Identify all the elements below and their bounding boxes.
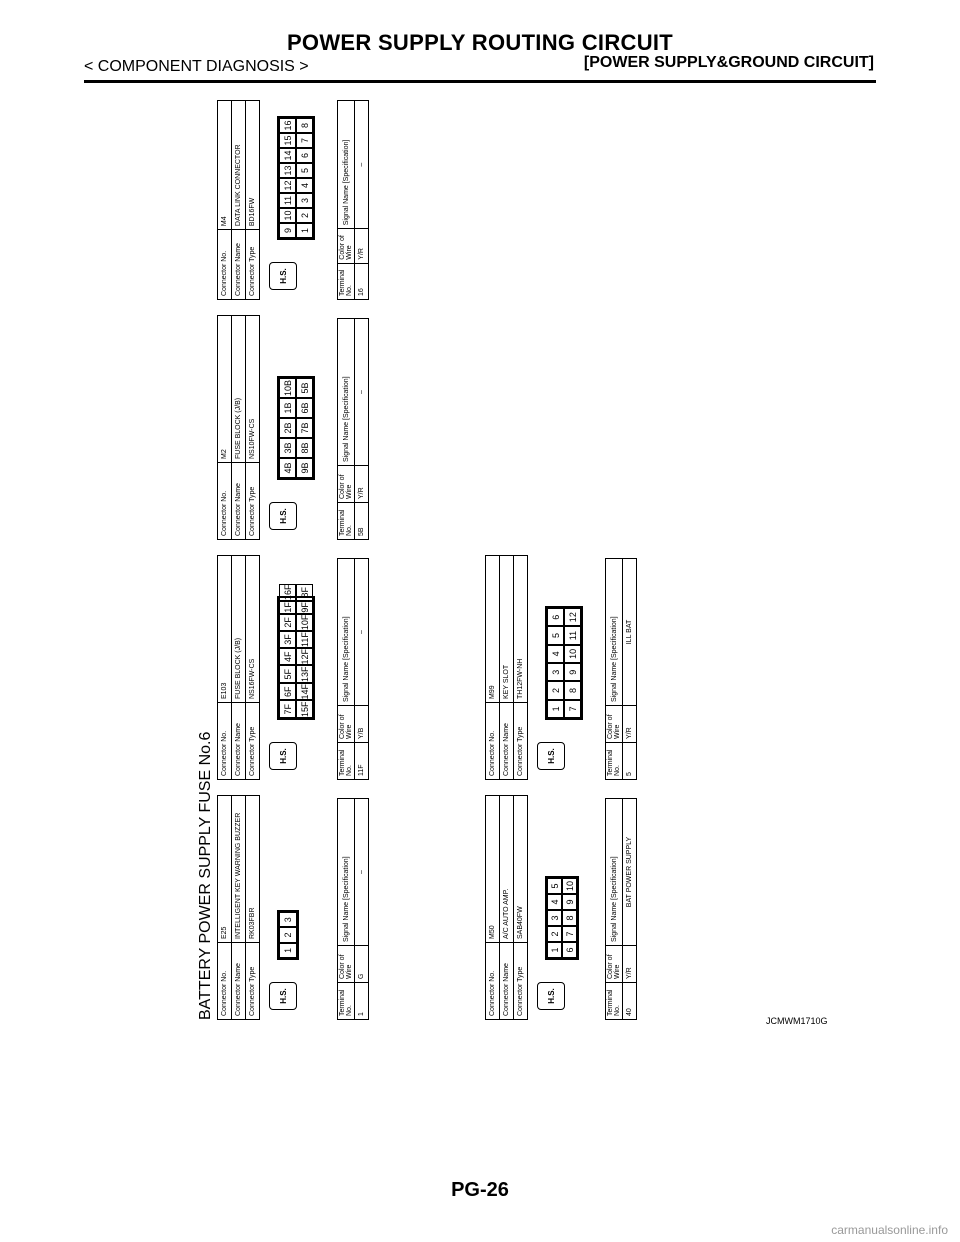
watermark: carmanualsonline.info bbox=[831, 1223, 948, 1237]
pin: 5F bbox=[279, 665, 296, 683]
signal-name: ILL BAT bbox=[623, 559, 637, 706]
pin: 1B bbox=[279, 398, 296, 418]
pin: 7 bbox=[564, 700, 581, 718]
label: Connector No. bbox=[218, 463, 232, 540]
pin: 12 bbox=[279, 178, 296, 193]
terminal-table bbox=[337, 798, 369, 1020]
connector-name: DATA LINK CONNECTOR bbox=[232, 101, 246, 230]
section-right: [POWER SUPPLY&GROUND CIRCUIT] bbox=[583, 54, 874, 71]
connector-name: FUSE BLOCK (J/B) bbox=[232, 316, 246, 463]
hs-icon: H.S. bbox=[269, 262, 297, 290]
header-rule bbox=[84, 80, 876, 83]
label: Connector Name bbox=[500, 943, 514, 1020]
pin: 12 bbox=[564, 608, 581, 626]
pin: 10 bbox=[564, 645, 581, 663]
hs-icon: H.S. bbox=[537, 742, 565, 770]
pin: 4F bbox=[279, 648, 296, 666]
label: Connector Type bbox=[246, 463, 260, 540]
connector-type: NS16FW-CS bbox=[246, 556, 260, 703]
col-color: Color of Wire bbox=[606, 706, 623, 743]
pin-diagram bbox=[277, 584, 315, 720]
connector-M50 bbox=[485, 795, 633, 1020]
terminal-no: 40 bbox=[623, 983, 637, 1020]
col-signal: Signal Name [Specification] bbox=[338, 559, 355, 706]
col-color: Color of Wire bbox=[338, 466, 355, 503]
page-number: PG-26 bbox=[451, 1179, 509, 1201]
col-terminal: Terminal No. bbox=[338, 503, 355, 540]
connector-M99 bbox=[485, 555, 633, 780]
connector-E25 bbox=[217, 795, 365, 1020]
pin: 7F bbox=[279, 700, 296, 718]
pin: 6 bbox=[547, 608, 564, 626]
connector-type: NS10FW-CS bbox=[246, 316, 260, 463]
col-signal: Signal Name [Specification] bbox=[338, 101, 355, 229]
pin: 1 bbox=[547, 700, 564, 718]
col-color: Color of Wire bbox=[338, 946, 355, 983]
terminal-table bbox=[337, 558, 369, 780]
terminal-table bbox=[605, 798, 637, 1020]
connector-no: M99 bbox=[486, 556, 500, 703]
pin: 6 bbox=[296, 148, 313, 163]
wire-color: Y/B bbox=[355, 706, 369, 743]
pin: 3 bbox=[547, 663, 564, 681]
wire-color: Y/R bbox=[355, 229, 369, 263]
pin-diagram bbox=[277, 376, 315, 480]
label: Connector Name bbox=[232, 703, 246, 780]
pin: 5B bbox=[296, 378, 313, 398]
label: Connector Type bbox=[514, 703, 528, 780]
pin-diagram bbox=[277, 116, 315, 240]
signal-name: – bbox=[355, 101, 369, 229]
connector-name: KEY SLOT bbox=[500, 556, 514, 703]
col-signal: Signal Name [Specification] bbox=[338, 799, 355, 946]
label: Connector Name bbox=[232, 230, 246, 300]
wire-color: Y/R bbox=[355, 466, 369, 503]
signal-name: – bbox=[355, 799, 369, 946]
pin: 9 bbox=[562, 894, 577, 910]
connector-type: TH12FW-NH bbox=[514, 556, 528, 703]
terminal-no: 16 bbox=[355, 263, 369, 299]
col-signal: Signal Name [Specification] bbox=[606, 559, 623, 706]
signal-name: – bbox=[355, 559, 369, 706]
col-terminal: Terminal No. bbox=[338, 263, 355, 299]
pin: 1F bbox=[279, 601, 296, 614]
connector-name: INTELLIGENT KEY WARNING BUZZER bbox=[232, 796, 246, 943]
page-title: POWER SUPPLY ROUTING CIRCUIT bbox=[286, 30, 674, 55]
pin: 8 bbox=[296, 118, 313, 133]
connector-diagram bbox=[195, 100, 865, 1020]
label: Connector Type bbox=[514, 943, 528, 1020]
wire-color: Y/R bbox=[623, 946, 637, 983]
pin: 7B bbox=[296, 418, 313, 438]
pin: 12F bbox=[296, 648, 313, 666]
connector-no: M4 bbox=[218, 101, 232, 230]
col-terminal: Terminal No. bbox=[606, 743, 623, 780]
terminal-no: 5 bbox=[623, 743, 637, 780]
pin: 2 bbox=[279, 927, 297, 942]
pin: 11F bbox=[296, 631, 313, 648]
pin: 15F bbox=[296, 700, 313, 718]
pin: 1 bbox=[279, 943, 297, 958]
pin-diagram bbox=[545, 606, 583, 720]
wire-color: Y/R bbox=[623, 706, 637, 743]
terminal-table bbox=[337, 100, 369, 300]
pin: 5 bbox=[547, 626, 564, 644]
col-color: Color of Wire bbox=[338, 706, 355, 743]
label: Connector Name bbox=[232, 943, 246, 1020]
pin: 2 bbox=[547, 926, 562, 942]
pin: 2 bbox=[296, 208, 313, 223]
pin: 6 bbox=[562, 942, 577, 958]
connector-E103 bbox=[217, 555, 365, 780]
pin: 16F bbox=[279, 584, 296, 602]
connector-type: RK03FBR bbox=[246, 796, 260, 943]
pin: 1 bbox=[296, 223, 313, 238]
pin: 11 bbox=[279, 193, 296, 208]
col-signal: Signal Name [Specification] bbox=[606, 799, 623, 946]
label: Connector No. bbox=[218, 703, 232, 780]
label: Connector No. bbox=[486, 943, 500, 1020]
diagram-code: JCMWM1710G bbox=[766, 1016, 828, 1026]
terminal-no: 5B bbox=[355, 503, 369, 540]
pin: 4B bbox=[279, 458, 296, 478]
pin: 5 bbox=[547, 878, 562, 894]
hs-icon: H.S. bbox=[269, 502, 297, 530]
pin: 3 bbox=[296, 193, 313, 208]
pin: 1 bbox=[547, 942, 562, 958]
pin: 16 bbox=[279, 118, 296, 133]
pin: 8 bbox=[562, 910, 577, 926]
label: Connector Type bbox=[246, 230, 260, 300]
pin: 9 bbox=[564, 663, 581, 681]
pin: 7 bbox=[296, 133, 313, 148]
label: Connector Type bbox=[246, 703, 260, 780]
pin: 9 bbox=[279, 223, 296, 238]
terminal-table bbox=[337, 318, 369, 540]
col-signal: Signal Name [Specification] bbox=[338, 319, 355, 466]
col-terminal: Terminal No. bbox=[338, 983, 355, 1020]
pin: 3 bbox=[547, 910, 562, 926]
section-left: < COMPONENT DIAGNOSIS > bbox=[84, 58, 309, 75]
connector-no: E103 bbox=[218, 556, 232, 703]
label: Connector No. bbox=[218, 230, 232, 300]
terminal-table bbox=[605, 558, 637, 780]
connector-M2 bbox=[217, 315, 365, 540]
pin: 6F bbox=[279, 683, 296, 701]
pin: 6B bbox=[296, 398, 313, 418]
connector-no: M50 bbox=[486, 796, 500, 943]
pin: 2 bbox=[547, 681, 564, 699]
pin: 8B bbox=[296, 438, 313, 458]
pin: 14 bbox=[279, 148, 296, 163]
pin: 10F bbox=[296, 614, 313, 632]
pin: 8F bbox=[296, 584, 313, 602]
connector-type: SAB40FW bbox=[514, 796, 528, 943]
pin: 3F bbox=[279, 631, 296, 648]
pin: 2B bbox=[279, 418, 296, 438]
connector-name: A/C AUTO AMP. bbox=[500, 796, 514, 943]
pin: 3 bbox=[279, 912, 297, 927]
signal-name: – bbox=[355, 319, 369, 466]
pin: 5 bbox=[296, 163, 313, 178]
label: Connector No. bbox=[218, 943, 232, 1020]
connector-no: E25 bbox=[218, 796, 232, 943]
col-color: Color of Wire bbox=[606, 946, 623, 983]
col-terminal: Terminal No. bbox=[338, 743, 355, 780]
pin: 4 bbox=[547, 894, 562, 910]
wire-color: G bbox=[355, 946, 369, 983]
pin: 7 bbox=[562, 926, 577, 942]
terminal-no: 11F bbox=[355, 743, 369, 780]
pin: 14F bbox=[296, 683, 313, 701]
pin: 3B bbox=[279, 438, 296, 458]
connector-name: FUSE BLOCK (J/B) bbox=[232, 556, 246, 703]
col-terminal: Terminal No. bbox=[606, 983, 623, 1020]
pin: 11 bbox=[564, 626, 581, 644]
diagram-banner: BATTERY POWER SUPPLY FUSE No.6 bbox=[197, 731, 214, 1020]
pin: 10 bbox=[279, 208, 296, 223]
pin: 15 bbox=[279, 133, 296, 148]
connector-no: M2 bbox=[218, 316, 232, 463]
pin: 8 bbox=[564, 681, 581, 699]
signal-name: BAT POWER SUPPLY bbox=[623, 799, 637, 946]
label: Connector No. bbox=[486, 703, 500, 780]
pin: 10B bbox=[279, 378, 296, 398]
pin: 9B bbox=[296, 458, 313, 478]
terminal-no: 1 bbox=[355, 983, 369, 1020]
label: Connector Type bbox=[246, 943, 260, 1020]
pin-diagram bbox=[545, 876, 579, 960]
hs-icon: H.S. bbox=[269, 742, 297, 770]
pin: 10 bbox=[562, 878, 577, 894]
pin: 4 bbox=[296, 178, 313, 193]
pin: 9F bbox=[296, 601, 313, 614]
connector-M4 bbox=[217, 100, 365, 300]
connector-type: BD16FW bbox=[246, 101, 260, 230]
hs-icon: H.S. bbox=[269, 982, 297, 1010]
pin: 2F bbox=[279, 614, 296, 632]
label: Connector Name bbox=[232, 463, 246, 540]
label: Connector Name bbox=[500, 703, 514, 780]
hs-icon: H.S. bbox=[537, 982, 565, 1010]
pin: 13F bbox=[296, 665, 313, 683]
pin: 4 bbox=[547, 645, 564, 663]
col-color: Color of Wire bbox=[338, 229, 355, 263]
pin-diagram bbox=[277, 910, 299, 960]
pin: 13 bbox=[279, 163, 296, 178]
